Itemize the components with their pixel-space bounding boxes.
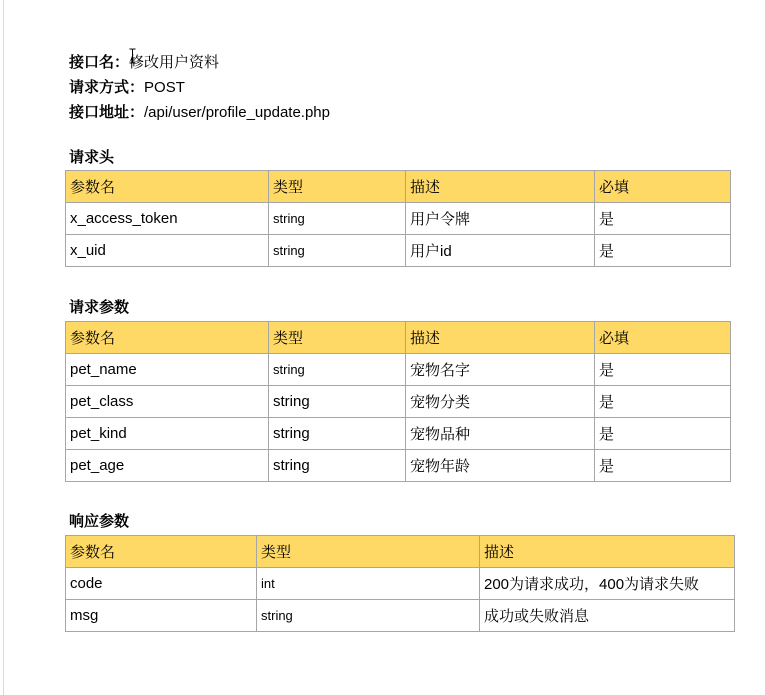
description-cell: 宠物品种 bbox=[406, 418, 595, 450]
api-url-value: /api/user/profile_update.php bbox=[144, 104, 330, 121]
param-name-cell: code bbox=[66, 568, 257, 600]
param-name-cell: pet_age bbox=[66, 450, 269, 482]
type-cell: int bbox=[257, 568, 480, 600]
page-edge bbox=[3, 0, 4, 695]
required-cell: 是 bbox=[595, 450, 731, 482]
type-cell: string bbox=[269, 203, 406, 235]
description-cell: 宠物名字 bbox=[406, 354, 595, 386]
param-name-cell: pet_name bbox=[66, 354, 269, 386]
param-name-cell: pet_kind bbox=[66, 418, 269, 450]
table-row bbox=[66, 235, 731, 267]
table-row bbox=[66, 600, 735, 632]
type-header: 类型 bbox=[269, 322, 406, 354]
param-name-header: 参数名 bbox=[66, 322, 269, 354]
param-name-cell: x_access_token bbox=[66, 203, 269, 235]
description-header: 描述 bbox=[406, 171, 595, 203]
param-name-header: 参数名 bbox=[66, 536, 257, 568]
table-header-row bbox=[66, 322, 731, 354]
type-cell: string bbox=[269, 450, 406, 482]
description-cell: 宠物年龄 bbox=[406, 450, 595, 482]
response-params-title: 响应参数 bbox=[69, 513, 130, 530]
description-cell: 宠物分类 bbox=[406, 386, 595, 418]
param-name-cell: msg bbox=[66, 600, 257, 632]
table-row bbox=[66, 450, 731, 482]
type-header: 类型 bbox=[257, 536, 480, 568]
description-header: 描述 bbox=[406, 322, 595, 354]
type-header: 类型 bbox=[269, 171, 406, 203]
required-cell: 是 bbox=[595, 354, 731, 386]
api-name-line bbox=[69, 50, 330, 75]
api-url-label: 接口地址： bbox=[69, 104, 145, 121]
type-cell: string bbox=[257, 600, 480, 632]
param-name-cell: pet_class bbox=[66, 386, 269, 418]
description-header: 描述 bbox=[480, 536, 735, 568]
api-name-label: 接口名： bbox=[69, 54, 130, 71]
required-cell: 是 bbox=[595, 418, 731, 450]
response-params-table bbox=[65, 535, 735, 632]
description-cell: 成功或失败消息 bbox=[480, 600, 735, 632]
table-row bbox=[66, 386, 731, 418]
api-url-line bbox=[69, 100, 330, 125]
type-cell: string bbox=[269, 354, 406, 386]
type-cell: string bbox=[269, 235, 406, 267]
request-headers-title: 请求头 bbox=[69, 149, 115, 166]
api-method-label: 请求方式： bbox=[69, 79, 145, 96]
required-header: 必填 bbox=[595, 322, 731, 354]
description-cell: 用户令牌 bbox=[406, 203, 595, 235]
type-cell: string bbox=[269, 418, 406, 450]
table-header-row bbox=[66, 171, 731, 203]
text-cursor-icon bbox=[128, 48, 137, 64]
table-header-row bbox=[66, 536, 735, 568]
required-cell: 是 bbox=[595, 386, 731, 418]
description-cell: 200为请求成功，400为请求失败 bbox=[480, 568, 735, 600]
api-method-value: POST bbox=[144, 79, 185, 96]
table-row bbox=[66, 568, 735, 600]
required-cell: 是 bbox=[595, 235, 731, 267]
table-row bbox=[66, 418, 731, 450]
type-cell: string bbox=[269, 386, 406, 418]
required-header: 必填 bbox=[595, 171, 731, 203]
api-method-line bbox=[69, 75, 330, 100]
table-row bbox=[66, 203, 731, 235]
request-params-table bbox=[65, 321, 731, 482]
required-cell: 是 bbox=[595, 203, 731, 235]
request-params-title: 请求参数 bbox=[69, 299, 130, 316]
param-name-header: 参数名 bbox=[66, 171, 269, 203]
description-cell: 用户id bbox=[406, 235, 595, 267]
api-info bbox=[69, 50, 330, 125]
param-name-cell: x_uid bbox=[66, 235, 269, 267]
api-name-value: 修改用户资料 bbox=[129, 54, 220, 71]
request-headers-table bbox=[65, 170, 731, 267]
table-row bbox=[66, 354, 731, 386]
